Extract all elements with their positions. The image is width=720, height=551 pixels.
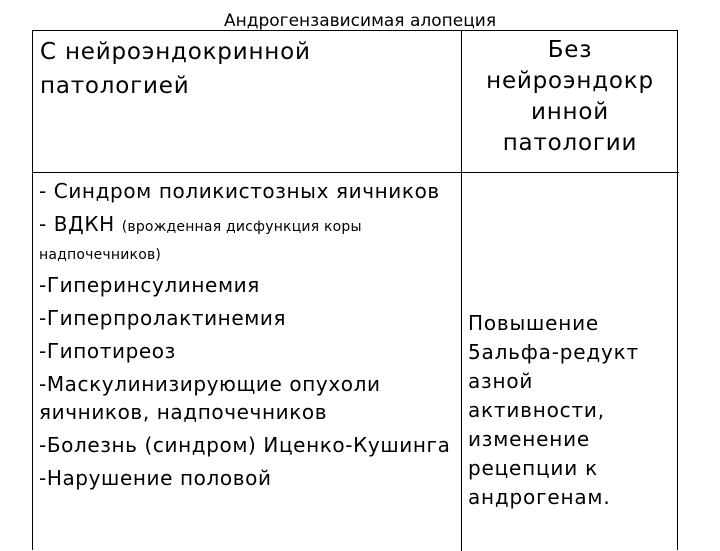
list-item: -Гипотиреоз — [39, 339, 176, 363]
list-item: -Маскулинизирующие опухоли яичников, надпочечников — [39, 372, 381, 424]
right-cell-text: Повышение 5альфа-редукт азной активности, изменение рецепции к андрогенам. — [468, 311, 639, 509]
header-right: Без нейроэндокр инной патологии — [486, 37, 654, 156]
list-item: -Гиперпролактинемия — [39, 306, 287, 330]
list-item-label: - ВДКН — [39, 212, 115, 236]
causes-list — [33, 173, 461, 497]
list-item: -Нарушение половой — [39, 466, 272, 490]
list-item: - Синдром поликистозных яичников — [39, 179, 440, 203]
list-item — [39, 210, 455, 266]
list-item-note: (врожденная дисфункция коры надпочечников) — [39, 219, 362, 263]
list-item: -Гиперинсулинемия — [39, 273, 260, 297]
list-item: -Болезнь (синдром) Иценко-Кушинга — [39, 433, 451, 457]
header-left: С нейроэндокринной патологией — [40, 39, 311, 99]
comparison-table — [32, 30, 678, 550]
slide-title: Андрогензависимая алопеция — [223, 11, 497, 31]
